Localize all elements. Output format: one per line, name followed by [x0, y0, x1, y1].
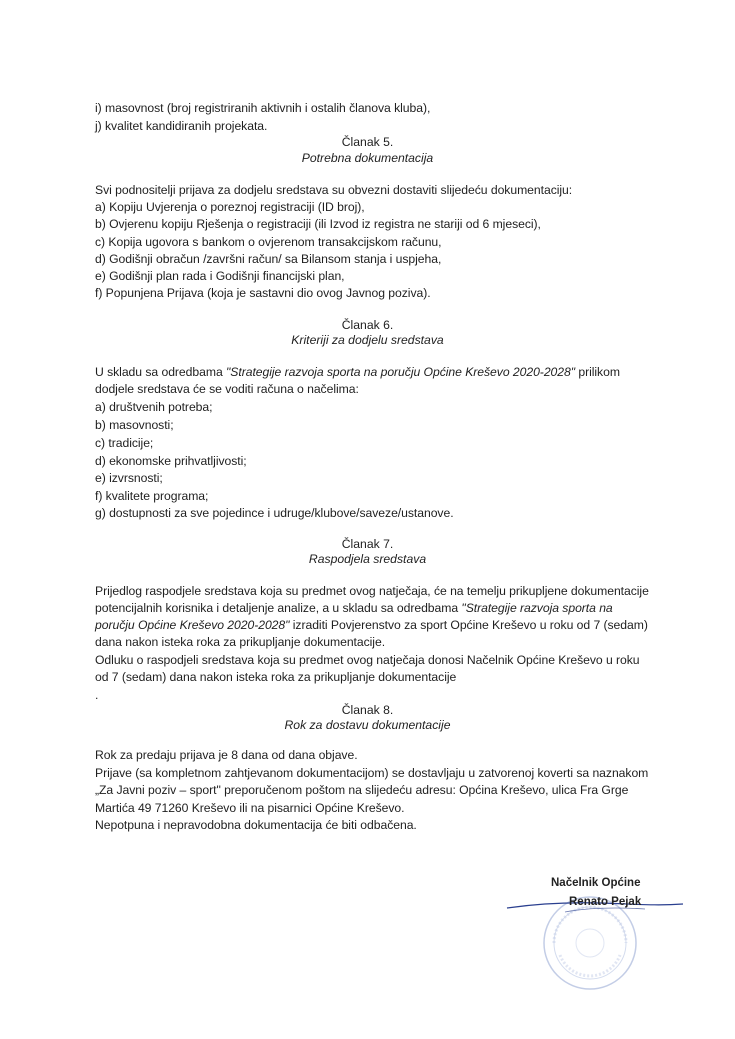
- article-6-intro-text: U skladu sa odredbama: [95, 365, 227, 379]
- article-8-line: Nepotpuna i nepravodobna dokumentacija će biti odbačena.: [95, 818, 417, 832]
- article-8-line: „Za Javni poziv – sport" preporučenom poštom na slijedeću adresu: Općina Kreševo, ulica Fra Grge: [95, 783, 629, 797]
- article-8-heading: Članak 8.: [341, 703, 394, 717]
- article-7-line: .: [95, 688, 99, 702]
- article-6-intro: [95, 365, 620, 379]
- strategy-title: "Strategije razvoja sporta na: [461, 601, 613, 615]
- article-5-line: f) Popunjena Prijava (koja je sastavni dio ovog Javnog poziva).: [95, 286, 431, 300]
- signatory-name: Renato Pejak: [569, 896, 642, 908]
- article-8-line: Prijave (sa kompletnom zahtjevanom dokumentacijom) se dostavljaju u zatvorenoj koverti sa naznakom: [95, 766, 649, 780]
- article-7-line: od 7 (sedam) dana nakon isteka roka za prikupljanje dokumentacije: [95, 670, 457, 684]
- article-7-line: [95, 618, 648, 632]
- article-6-line: d) ekonomske prihvatljivosti;: [95, 454, 247, 468]
- article-6-line: c) tradicije;: [95, 436, 154, 450]
- article-7-heading: Članak 7.: [341, 537, 394, 551]
- article-6-line: dodjele sredstava će se voditi računa o načelima:: [95, 382, 359, 396]
- article-7-line: Odluku o raspodjeli sredstava koja su predmet ovog natječaja donosi Načelnik Općine Kreševo u roku: [95, 653, 640, 667]
- article-5-heading: Članak 5.: [341, 135, 394, 149]
- signatory-title: Načelnik Općine: [551, 877, 641, 889]
- article-8-line: Rok za predaju prijava je 8 dana od dana objave.: [95, 748, 358, 762]
- article-5-line: c) Kopija ugovora s bankom o ovjerenom transakcijskom računu,: [95, 235, 442, 249]
- article-5-line: a) Kopiju Uvjerenja o poreznoj registraciji (ID broj),: [95, 200, 365, 214]
- article-5-line: d) Godišnji obračun /završni račun/ sa Bilansom stanja i uspjeha,: [95, 252, 442, 266]
- strategy-title: poručju Općine Kreševo 2020-2028": [95, 618, 290, 632]
- article-7-line: Prijedlog raspodjele sredstava koja su predmet ovog natječaja, će na temelju prikupljene dokumentacije: [95, 584, 649, 598]
- article-5-line: Svi podnositelji prijava za dodjelu sredstava su obvezni dostaviti slijedeću dokumentaciju:: [95, 183, 573, 197]
- article-6-line: f) kvalitete programa;: [95, 489, 209, 503]
- article-7-line-text: izraditi Povjerenstvo za sport Općine Kreševo u roku od 7 (sedam): [289, 618, 648, 632]
- article-5-line: b) Ovjerenu kopiju Rješenja o registraciji (ili Izvod iz registra ne stariji od 6 mjeseci),: [95, 217, 541, 231]
- article-6-line: b) masovnosti;: [95, 418, 174, 432]
- article-6-line: g) dostupnosti za sve pojedince i udruge/klubove/saveze/ustanove.: [95, 506, 454, 520]
- article-8-subheading: Rok za dostavu dokumentacije: [284, 718, 451, 732]
- criteria-item-j: j) kvalitet kandidiranih projekata.: [95, 119, 268, 133]
- article-6-line: e) izvrsnosti;: [95, 471, 163, 485]
- article-6-line: a) društvenih potreba;: [95, 400, 213, 414]
- article-6-subheading: Kriteriji za dodjelu sredstava: [291, 333, 444, 347]
- article-7-subheading: Raspodjela sredstava: [308, 552, 427, 566]
- article-6-heading: Članak 6.: [341, 318, 394, 332]
- article-5-subheading: Potrebna dokumentacija: [301, 151, 434, 165]
- article-6-intro-tail: prilikom: [575, 365, 620, 379]
- criteria-item-i: i) masovnost (broj registriranih aktivnih i ostalih članova kluba),: [95, 101, 431, 115]
- article-8-line: Martića 49 71260 Kreševo ili na pisarnici Općine Kreševo.: [95, 801, 405, 815]
- article-7-line: [95, 601, 613, 615]
- article-5-line: e) Godišnji plan rada i Godišnji financijski plan,: [95, 269, 345, 283]
- article-7-line-text: potencijalnih korisnika i detaljenje analize, a u skladu sa odredbama: [95, 601, 462, 615]
- strategy-title: "Strategije razvoja sporta na poručju Općine Kreševo 2020-2028": [226, 365, 576, 379]
- article-7-line: dana nakon isteka roka za prikupljanje dokumentacije.: [95, 635, 386, 649]
